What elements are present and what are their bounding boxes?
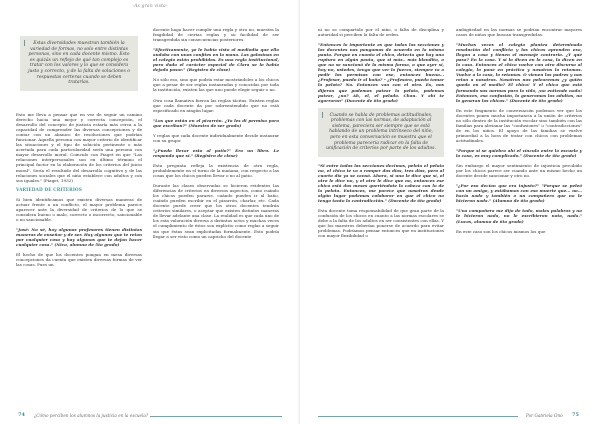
paragraph: Esto me lleva a pensar que en vez de seguir un camino derecho hacia una mejor y correcta concepción, el desarrollo del concepto de justicia estaría más cerca a la capacidad de comprender las diversas concepciones y de contar con un abanico de resoluciones que podrían funcionar. Aquella persona con mayor criterio de identificar las situaciones y el tipo de solución pertinente o más acertada para cada particularidad sería una persona con mayor desarrollo moral. Coincido con Piaget en que "Las relaciones interpersonales son en último término el principal factor en la elaboración de los criterios del juicio moral". Sería el resultado del desarrollo cognitivo y de las relaciones sociales que el niño establece con adultos y con sus iguales." (Piaget, 1932) (16, 112, 142, 183)
right-column-1 (318, 27, 444, 243)
right-column-2 (456, 27, 582, 239)
quote-paragraph: "¿Por eso decían que era injusto?" "Porque se peleó con un amigo, y estábamos con esa muerte que... no... hacía nada y también a un compañero que no le hicieron nada." (Alumna de 6to grado) (456, 183, 582, 204)
quote-paragraph: "Una compañera me dijo de todo, malas palabras y no le hicieron nada, no le escribieron nota, nada." (Lucas, alumno de 6to grado) (456, 208, 582, 224)
footer-left (0, 412, 300, 421)
right-page (300, 0, 600, 424)
section-heading: VARIEDAD DE CRITERIOS (16, 187, 82, 193)
quote-paragraph: "Entonces lo importante es que todas las secciones y los docentes nos pongamos de acuerdo en la misma pauta. Porque en cuanto el chico, detecta que hay una ruptura en algún pauta, que si más.. más blandito, o que no se sancionó de la misma forma, o que ayer sí, hoy no, ustedes, tengo que ver la fuerza, siempre va a pedir los permisos con ese, entonces bueno... ¿Profesor, puedo ir al baño? – ¿Profesora, puedo tomar la pelota? No. Entonces van con el otro. Es, nos dijeron que podemos patear la pelota, podemos patear, ¿no? Ah, el, el pelado. Chau. Y ahí te agarraron" (Docente de 6to grado) (318, 42, 444, 103)
paragraph: Si bien identificamos que existen diversas maneras de actuar frente a un conflicto, el mayor problema parece aparecer ante la diversidad de criterios de lo que se considera bueno o malo, correcto o incorrecto, sancionable o no sancionable. (16, 196, 142, 222)
quote-paragraph: "Porque si se quiebra ahí el vínculo entre la escuela y la casa, es muy complicado." (Docente de 6to grado) (456, 147, 582, 159)
paragraph: Durante las clases observadas se hicieron evidentes las diferencias de criterios en diversos aspectos, como cuándo los chicos pueden pararse, cuándo pueden ir al baño, cuándo pueden escribir en el pizarrón, charlar, etc. Cada docente puede creer que los otros docentes tendrán criterios similares, o aceptar que existen distintos maneras de llevar adelante una clase. La realidad es que cada uno de los esta valoración diversa a distintos actos y muchas veces el cumplimiento de éstos son explícito como reglas a seguir sin que éstas sean explicitadas formalmente. Esto podría llegar a ser visto como un capricho del docente (153, 183, 279, 239)
paragraph: ni no se compartido por el niño, o falta de disciplina y autoridad si perciben la falta de orden. (318, 27, 444, 38)
footer-right (300, 412, 600, 421)
quote-paragraph: "Efectivamente, yo le había visto al mediodía que ella andaba con unos confites en la mano. Las golosinas en el colegio están prohibidas. Es una regla institucional, pero dado el carácter especial de Clara se lo había dejado pasar." (Registro de clase) (153, 47, 279, 73)
paragraph: Otra cosa llamativa fueron las reglas tácitas. Existen reglas que cada docente da por sobreentendido que no está especificado en ningún lugar: (153, 97, 279, 113)
quote-paragraph: "José: No sé, hay algunos profesores tienen distintas maneras de enseñar y de ser. Hay algunos que te retan por cualquier cosa y hay algunos que te dejan hacer cualquier cosa." (Nico, alumno de 5to grado) (16, 226, 142, 248)
quote-paragraph: "Si entre todas las secciones decimos, pelota el pelota no, el chico te va a romper dos días, tres días, pero al cuarto día ya se cansó. Ahora, si uno le dice que sí, el otro le dice no, y el otro le dice que no, entonces ese chico está dos meses queriéndote la cabeza con lo de la pelota. Entonces, me parece que nosotros desde algún lugar podemos colaborar en que el chico no tenga tanto la contradicción." (Docente de 6to grado) (318, 162, 444, 204)
footer-title: ¿Cómo perciben los alumnos la justicia en la escuela? (34, 412, 149, 418)
page-number: 74 (18, 412, 25, 418)
paragraph: ambigüedad en las normas se podrían encontrar mayores casos de niños que buscan transgredirlas. (456, 27, 582, 38)
footer-rule (150, 416, 282, 417)
left-column-1 (16, 112, 142, 272)
quote-paragraph: "¿Puedo llevar esto al patio?" Era un libro. Le respondo que sí." (Registro de clase) (153, 147, 279, 158)
left-column-2 (153, 27, 279, 244)
paragraph: Esta docente toma responsabilidad de que gran parte de la confusión de los chicos en cuanto a las normas escolares se debe a la falta de los adultos en ser consistentes con ellas. Y que los maestros deberían ponerse de acuerdo para evitar problemas. Podríamos pensar entonces que en instituciones con mayor flexibilidad o (318, 208, 444, 239)
paragraph: No sólo eso, sino que podría estar mostrándoles a los chicos que a pesar de ser reglas instauradas y conocidas por toda la institución, existen las que uno puede elegir seguir o no. (153, 77, 279, 93)
paragraph: Sin embargo el mayor sentimiento de injusticia percibido por los chicos parece ser cuando ante un mismo hecho un docente decide sancionar y otro no. (456, 163, 582, 179)
paragraph: En este caso son los chicos mismos los que (456, 228, 546, 234)
footer-rule (318, 416, 518, 417)
paragraph: Esta pregunta refleja la existencia de otra regla, probablemente en el turno de la mañana, con respecto a las cosas que los chicos pueden llevar o no al patio. (153, 162, 279, 179)
paragraph: En este fragmento de conversación podemos ver que los docentes ponen mucha importancia a la unión de criterios no sólo dentro de la institución escolar sino también con las familias para alivianar las "confusiones" o "contradicciones" de en los niños. El apoyo de las familias se vuelve primordial a la hora de tratar con chicos con problemas actitudinales. (456, 107, 582, 143)
pull-quote-left (20, 36, 138, 91)
footer-author: Por Gabriela Ono (526, 412, 563, 418)
running-head-left: -As gran vista- (132, 4, 168, 9)
paragraph: docente haga hacer cumplir una regla y otro no, muestra la fragilidad de ciertas reglas y su facilidad de ser transgredida sin consecuencias posteriores. (153, 27, 279, 43)
paragraph: Y reglas que cada docente individualmente decide instaurar con su grupo: (153, 132, 279, 143)
pull-quote-right (318, 108, 444, 157)
quote-paragraph: "Muchas veces el colegio plantea determinada resolución del conflicto y los chicos aprenden eso, llegan a casa y tienen el mensaje contrario. ¿Y qué pasa? En la casa. Y si lo dicen en la casa, lo dicen en la casa. Entonces el chico vuelve con otro discurso al colegio, lo pone en práctica y nosotros lo retamos. Vuelve a la casa, lo retamos. O vienen los padres y nos retan a nosotros. Nosotros nos pelearemos ¿y quién queda en el medio? El chico! Y el chico que está formando sus normas para la vida, ¡no entiende nada! Entonces, esa confusión, la generamos los adultos, no la generan los chicos." (Docente de 6to grado) (456, 42, 582, 103)
quote-paragraph: "Los que están en el pizarrón. ¿Yo les di permiso para que escriban?" (Maestra de ser grado) (153, 117, 279, 128)
pull-quote-text: Cuando se habla de problemas actitudinales, problemas con las normas, de adaptación al sistema, pareciera ser siempre que se está hablando de un problema intrínseco del niño, pero en esta conversación se muestra que el problema parecería radicar en la falta de unificación de criterios por parte de los adultos. (326, 112, 436, 152)
paragraph: El hecho de que los docentes pongan en mesa diversas concepciones da cuenta que existen diversas formas de ver las cosas. Pues un (16, 252, 142, 268)
pull-quote-text: Estas diversidades muestran también la variedad de formas, no solo entre distintas personas, sino en cada docente mismo. Esto es quizás un reflejo de qué tan complejo es tratar con los valores y lo que se considera justo y correcto, y de la falta de soluciones o respuestas certeras cuando se deben tratarlas. (28, 41, 130, 86)
page-number: 75 (572, 412, 579, 418)
